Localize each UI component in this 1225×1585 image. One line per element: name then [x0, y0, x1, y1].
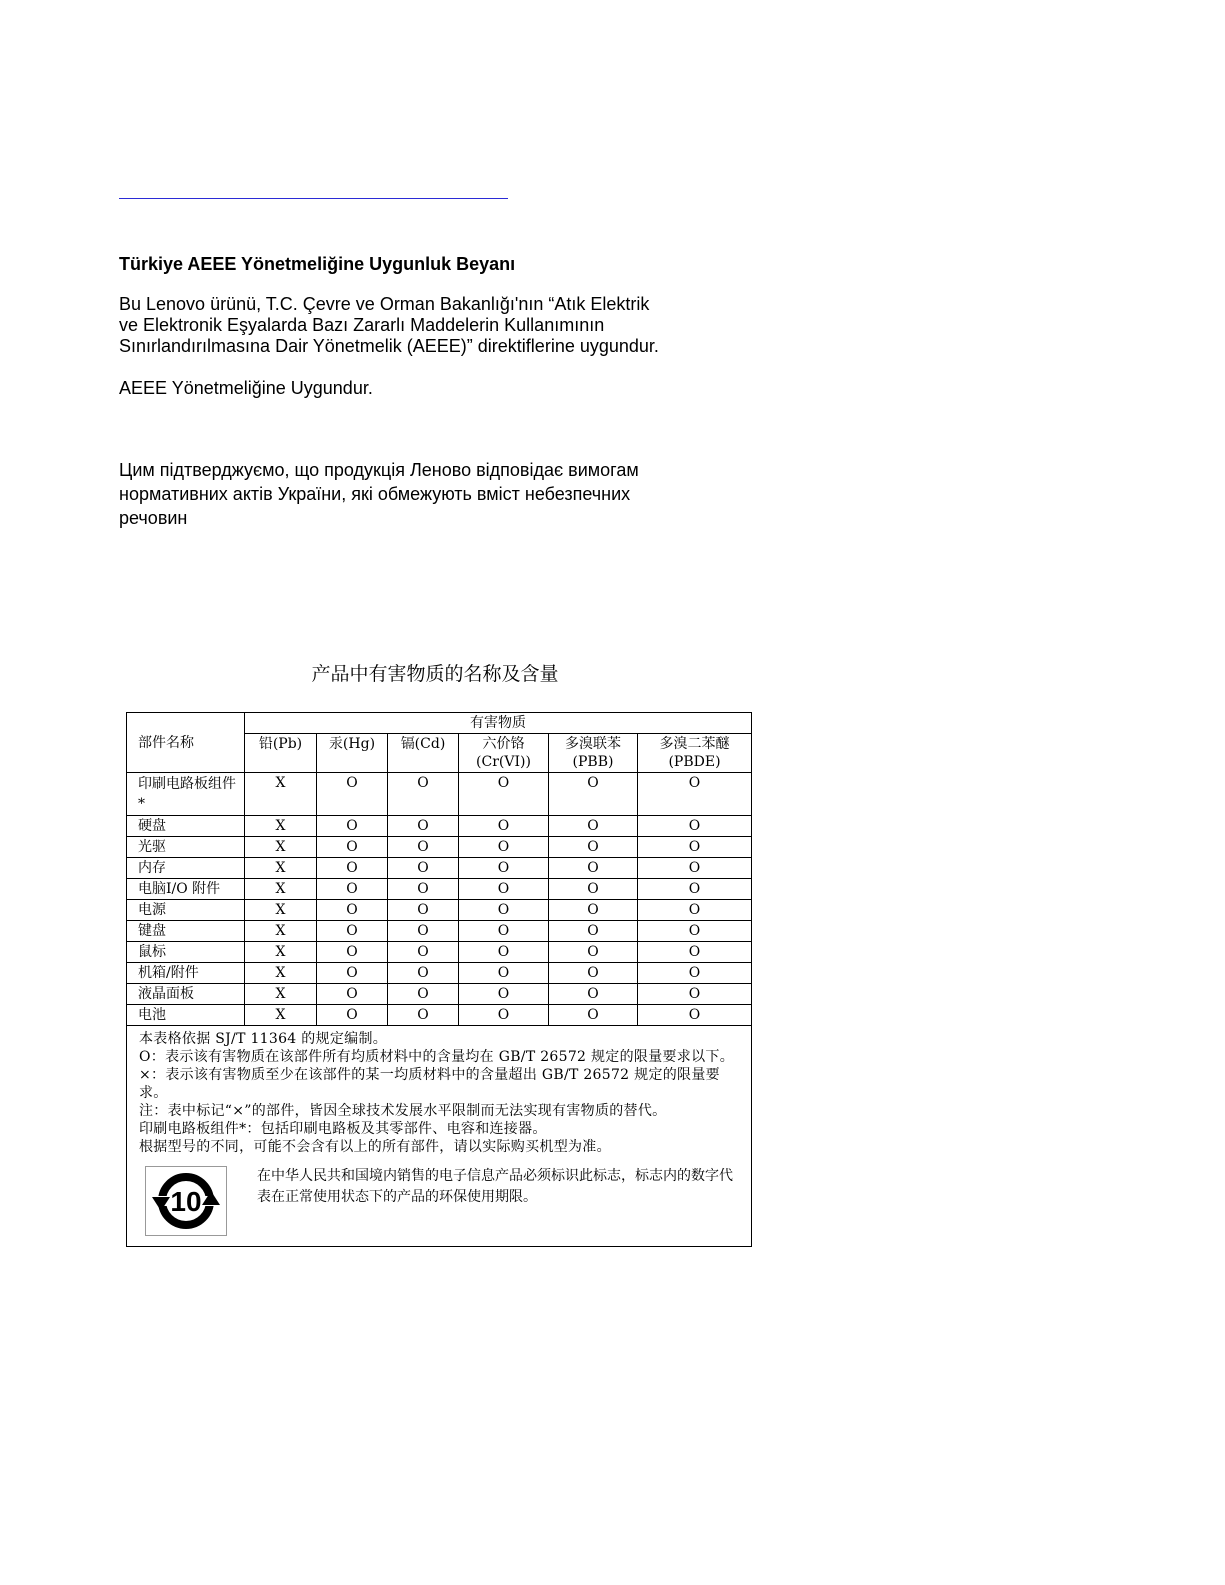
- substance-group-header: 有害物质: [245, 713, 752, 734]
- substance-name: 铅(Pb): [258, 736, 303, 752]
- value-cell: O: [317, 1005, 388, 1026]
- table-row: [127, 984, 752, 1005]
- part-name-cell: 内存: [127, 858, 245, 879]
- table-body: [127, 773, 752, 1026]
- substance-header: [549, 734, 638, 773]
- epup-logo: [145, 1166, 227, 1236]
- value-cell: O: [638, 879, 752, 900]
- value-cell: O: [549, 816, 638, 837]
- value-cell: O: [317, 900, 388, 921]
- value-cell: O: [638, 900, 752, 921]
- value-cell: O: [317, 963, 388, 984]
- value-cell: X: [245, 984, 317, 1005]
- note-line: 印刷电路板组件*：包括印刷电路板及其零部件、电容和连接器。: [139, 1121, 547, 1137]
- note-line: 根据型号的不同，可能不会含有以上的所有部件，请以实际购买机型为准。: [139, 1139, 611, 1155]
- table-row: [127, 942, 752, 963]
- value-cell: O: [317, 942, 388, 963]
- value-cell: X: [245, 921, 317, 942]
- substance-symbol: (PBB): [572, 754, 614, 770]
- part-name-cell: 光驱: [127, 837, 245, 858]
- value-cell: X: [245, 837, 317, 858]
- table-row: [127, 921, 752, 942]
- part-name-cell: 电池: [127, 1005, 245, 1026]
- value-cell: O: [638, 858, 752, 879]
- value-cell: O: [459, 1005, 549, 1026]
- substance-symbol: (PBDE): [668, 754, 721, 770]
- ukraine-body-line: речовин: [119, 508, 188, 528]
- part-name-cell: 液晶面板: [127, 984, 245, 1005]
- part-name-cell: 键盘: [127, 921, 245, 942]
- value-cell: O: [388, 816, 459, 837]
- value-cell: O: [388, 837, 459, 858]
- ukraine-body: [119, 458, 639, 530]
- value-cell: O: [549, 879, 638, 900]
- substance-name: 多溴联苯: [565, 736, 621, 752]
- value-cell: O: [388, 900, 459, 921]
- value-cell: O: [638, 942, 752, 963]
- value-cell: O: [388, 773, 459, 816]
- value-cell: O: [549, 921, 638, 942]
- value-cell: O: [549, 1005, 638, 1026]
- substance-name: 多溴二苯醚: [659, 736, 730, 752]
- value-cell: O: [388, 879, 459, 900]
- table-row: [127, 816, 752, 837]
- note-line: ×：表示该有害物质至少在该部件的某一均质材料中的含量超出 GB/T 26572 规定的限量要求。: [139, 1067, 720, 1101]
- table-row: [127, 879, 752, 900]
- table-notes: [127, 1026, 752, 1247]
- value-cell: O: [317, 921, 388, 942]
- epup-10-icon: [148, 1169, 224, 1233]
- turkey-body-line: Bu Lenovo ürünü, T.C. Çevre ve Orman Bakanlığı'nın “Atık Elektrik: [119, 294, 650, 314]
- value-cell: X: [245, 773, 317, 816]
- turkey-title: Türkiye AEEE Yönetmeliğine Uygunluk Beyanı: [119, 254, 516, 274]
- note-line: 本表格依据 SJ/T 11364 的规定编制。: [139, 1031, 388, 1047]
- value-cell: O: [317, 984, 388, 1005]
- value-cell: X: [245, 942, 317, 963]
- value-cell: O: [549, 900, 638, 921]
- value-cell: X: [245, 963, 317, 984]
- value-cell: O: [388, 942, 459, 963]
- value-cell: O: [459, 858, 549, 879]
- substance-header: [317, 734, 388, 773]
- turkey-body-line: ve Elektronik Eşyalarda Bazı Zararlı Maddelerin Kullanımının: [119, 315, 605, 335]
- value-cell: O: [459, 879, 549, 900]
- header-rule: [119, 198, 508, 199]
- value-cell: O: [459, 963, 549, 984]
- value-cell: O: [459, 773, 549, 816]
- substance-name: 镉(Cd): [400, 736, 446, 752]
- table-row: [127, 858, 752, 879]
- substance-header: [245, 734, 317, 773]
- value-cell: O: [317, 816, 388, 837]
- value-cell: O: [638, 984, 752, 1005]
- substance-header: [638, 734, 752, 773]
- hazardous-substances-table: [126, 712, 752, 1247]
- ukraine-body-line: нормативних актів України, які обмежують вміст небезпечних: [119, 484, 631, 504]
- value-cell: O: [549, 773, 638, 816]
- value-cell: O: [317, 858, 388, 879]
- value-cell: X: [245, 858, 317, 879]
- value-cell: O: [549, 858, 638, 879]
- value-cell: O: [388, 1005, 459, 1026]
- value-cell: O: [549, 963, 638, 984]
- value-cell: O: [317, 879, 388, 900]
- value-cell: O: [459, 921, 549, 942]
- value-cell: X: [245, 1005, 317, 1026]
- value-cell: O: [388, 984, 459, 1005]
- table-row: [127, 837, 752, 858]
- china-title: 产品中有害物质的名称及含量: [311, 663, 559, 685]
- ukraine-body-line: Цим підтверджуємо, що продукція Леново відповідає вимогам: [119, 460, 639, 480]
- substance-header: [459, 734, 549, 773]
- part-name-header: 部件名称: [127, 713, 245, 773]
- table-row: [127, 900, 752, 921]
- notes-list: [139, 1030, 739, 1156]
- table-row: [127, 773, 752, 816]
- value-cell: O: [638, 837, 752, 858]
- value-cell: X: [245, 879, 317, 900]
- epup-mark-row: [139, 1166, 739, 1236]
- part-name-cell: 电源: [127, 900, 245, 921]
- value-cell: O: [459, 984, 549, 1005]
- value-cell: O: [459, 900, 549, 921]
- part-name-cell: 电脑I/O 附件: [127, 879, 245, 900]
- value-cell: X: [245, 816, 317, 837]
- part-name-cell: 鼠标: [127, 942, 245, 963]
- value-cell: O: [638, 963, 752, 984]
- part-name-cell: 印刷电路板组件*: [127, 773, 245, 816]
- table-row: [127, 1005, 752, 1026]
- value-cell: O: [317, 837, 388, 858]
- value-cell: O: [388, 963, 459, 984]
- turkey-body-line: Sınırlandırılmasına Dair Yönetmelik (AEEE)” direktiflerine uygundur.: [119, 336, 659, 356]
- substance-symbol: (Cr(VI)): [476, 754, 531, 770]
- value-cell: O: [638, 1005, 752, 1026]
- value-cell: O: [638, 816, 752, 837]
- substance-name: 六价铬: [482, 736, 525, 752]
- turkey-conformity: AEEE Yönetmeliğine Uygundur.: [119, 378, 373, 398]
- value-cell: O: [317, 773, 388, 816]
- value-cell: O: [388, 858, 459, 879]
- value-cell: O: [549, 984, 638, 1005]
- table-row: [127, 963, 752, 984]
- turkey-body: [119, 294, 659, 357]
- value-cell: X: [245, 900, 317, 921]
- value-cell: O: [459, 837, 549, 858]
- substance-header: [388, 734, 459, 773]
- value-cell: O: [549, 942, 638, 963]
- value-cell: O: [459, 816, 549, 837]
- note-line: 注：表中标记“×”的部件，皆因全球技术发展水平限制而无法实现有害物质的替代。: [139, 1103, 667, 1119]
- note-line: O：表示该有害物质在该部件所有均质材料中的含量均在 GB/T 26572 规定的限量要求以下。: [139, 1049, 734, 1065]
- value-cell: O: [388, 921, 459, 942]
- value-cell: O: [459, 942, 549, 963]
- part-name-cell: 机箱/附件: [127, 963, 245, 984]
- value-cell: O: [549, 837, 638, 858]
- part-name-cell: 硬盘: [127, 816, 245, 837]
- epup-text: 在中华人民共和国境内销售的电子信息产品必须标识此标志，标志内的数字代表在正常使用状态下的产品的环保使用期限。: [257, 1168, 733, 1205]
- value-cell: O: [638, 773, 752, 816]
- epup-number: 10: [170, 1186, 202, 1217]
- substance-name: 汞(Hg): [328, 736, 376, 752]
- value-cell: O: [638, 921, 752, 942]
